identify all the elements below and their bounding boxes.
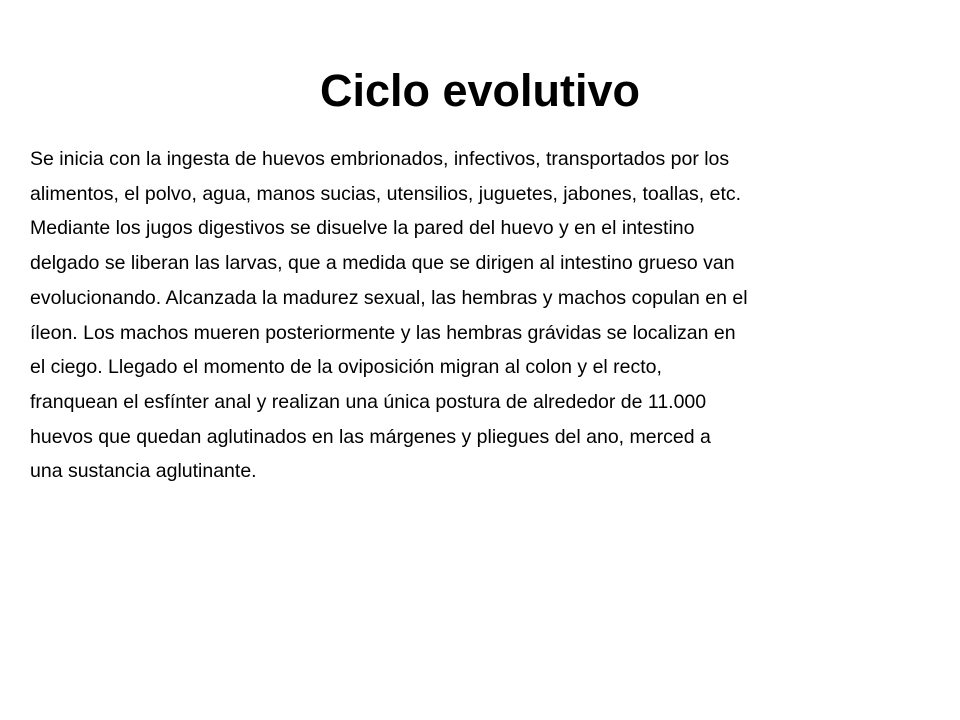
body-line: delgado se liberan las larvas, que a medida que se dirigen al intestino grueso van [30, 252, 735, 275]
body-line: huevos que quedan aglutinados en las márgenes y pliegues del ano, merced a [30, 425, 711, 448]
body-line: el ciego. Llegado el momento de la oviposición migran al colon y el recto, [30, 356, 662, 379]
body-line: íleon. Los machos mueren posteriormente y las hembras grávidas se localizan en [30, 321, 736, 344]
body-line: evolucionando. Alcanzada la madurez sexual, las hembras y machos copulan en el [30, 286, 748, 309]
body-line: una sustancia aglutinante. [30, 460, 257, 483]
slide-body [30, 142, 945, 489]
body-line: Mediante los jugos digestivos se disuelve la pared del huevo y en el intestino [30, 217, 695, 240]
body-line: franquean el esfínter anal y realizan una única postura de alrededor de 11.000 [30, 390, 707, 413]
slide-title: Ciclo evolutivo [319, 65, 641, 116]
body-line: Se inicia con la ingesta de huevos embrionados, infectivos, transportados por los [30, 148, 730, 170]
body-line: alimentos, el polvo, agua, manos sucias, utensilios, juguetes, jabones, toallas, etc. [30, 182, 742, 205]
